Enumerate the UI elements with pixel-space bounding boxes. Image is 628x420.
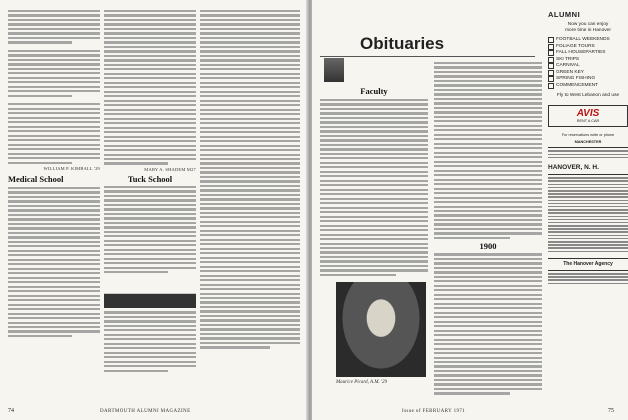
maurice-picard-portrait — [336, 282, 426, 377]
left-column-3 — [200, 10, 300, 351]
signature-1: WILLIAM P. KIMBALL '29 — [43, 165, 100, 171]
title-rule — [320, 56, 535, 57]
checkbox-icon — [548, 76, 554, 82]
left-column-1 — [8, 10, 100, 339]
obituaries-title: Obituaries — [360, 34, 445, 53]
year-1900-heading: 1900 — [479, 241, 497, 252]
ad-item: SPRING FISHING — [548, 76, 628, 83]
ad-address-block — [548, 147, 628, 158]
hanover-listings — [548, 174, 628, 252]
ad-item: FOOTBALL WEEKENDS — [548, 37, 628, 44]
ad-fly-line: Fly to West Lebanon and use — [556, 93, 620, 98]
checkbox-icon — [548, 83, 554, 89]
agency-details — [548, 270, 628, 284]
avis-ad: AVIS RENT A CAR — [548, 105, 628, 127]
portrait-caption: Maurice Picard, A.M. '29 — [336, 380, 388, 385]
hanover-agency: The Hanover Agency — [548, 258, 628, 267]
ad-item: FALL HOUSEPARTIES — [548, 50, 628, 57]
signature-2: MARY A. SHADEM M27 — [144, 166, 196, 172]
ad-item: CARNIVAL — [548, 63, 628, 70]
footer-left: DARTMOUTH ALUMNI MAGAZINE — [100, 409, 191, 414]
footer-right: Issue of FEBRUARY 1971 — [402, 409, 466, 414]
right-page — [312, 0, 628, 420]
ad-tagline-1: Now you can enjoy — [567, 22, 609, 27]
alumni-ad-sidebar — [548, 10, 628, 410]
ad-manchester: MANCHESTER — [574, 139, 602, 144]
right-column-1 — [320, 86, 428, 278]
ad-item: FOLIAGE TOURS — [548, 44, 628, 51]
hanover-heading: HANOVER, N. H. — [548, 164, 599, 172]
checkbox-icon — [548, 44, 554, 50]
left-page — [0, 0, 308, 420]
ad-item: COMMENCEMENT — [548, 83, 628, 90]
ad-item: SKI TRIPS — [548, 57, 628, 64]
right-column-2 — [434, 62, 542, 397]
left-column-2 — [104, 10, 196, 374]
tuck-school-heading: Tuck School — [127, 173, 173, 184]
page-number-right: 75 — [608, 408, 614, 414]
ad-tagline-2: more time in Hanover — [565, 28, 611, 33]
checkbox-icon — [548, 70, 554, 76]
avis-logo: AVIS — [576, 108, 600, 119]
faculty-heading: Faculty — [360, 86, 388, 96]
ad-alumni-title: ALUMNI — [548, 10, 581, 19]
checkbox-icon — [548, 50, 554, 56]
medical-school-heading: Medical School — [8, 173, 64, 184]
checkbox-icon — [548, 63, 554, 69]
ad-item: GREEN KEY — [548, 70, 628, 77]
header-photo — [324, 58, 344, 82]
page-number-left: 74 — [8, 408, 14, 414]
checkbox-icon — [548, 57, 554, 63]
tuck-skyline-illustration — [104, 276, 196, 308]
checkbox-icon — [548, 37, 554, 43]
ad-reservations: For reservations write or phone — [561, 132, 615, 137]
